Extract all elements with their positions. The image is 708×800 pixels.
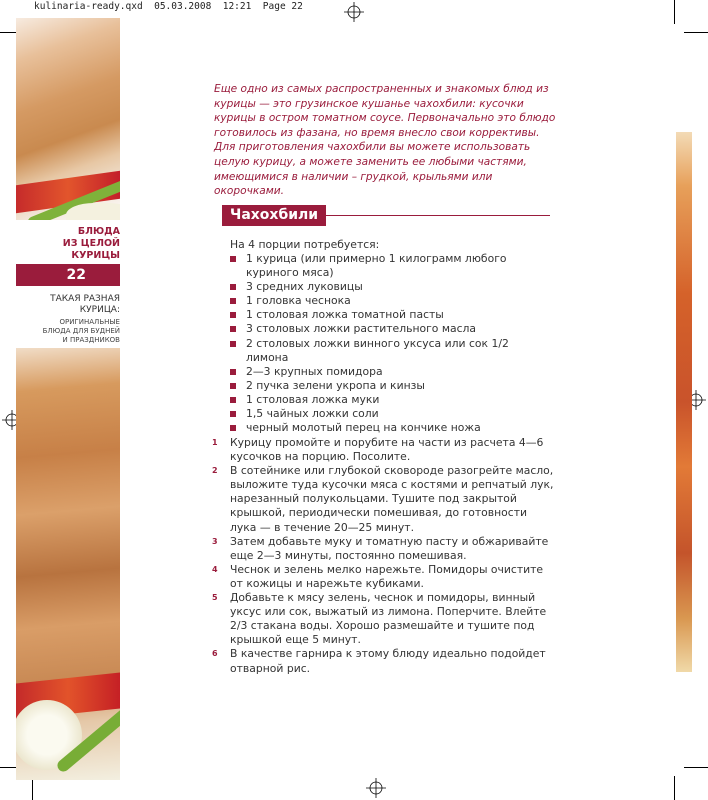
ingredient-item: 1 столовая ложка томатной пасты <box>230 308 552 322</box>
square-bullet-icon <box>230 284 236 290</box>
square-bullet-icon <box>230 326 236 332</box>
ingredient-item: 1,5 чайных ложки соли <box>230 407 552 421</box>
intro-paragraph: Для приготовления чахохбили вы можете использовать целую курицу, а можете заменить ее любыми частями, имеющимися в наличии – грудкой, крыльями или окорочками. <box>214 141 531 198</box>
crop-mark <box>684 32 708 33</box>
ingredient-item: 1 курица (или примерно 1 килограмм любого куриного мяса) <box>230 252 552 280</box>
intro-paragraph: Еще одно из самых распространенных и знакомых блюд из курицы — это грузинское кушанье чахохбили: кусочки курицы в остром томатном соусе. Первоначально это блюдо готовилось из фазана, но время внесло свои коррективы. <box>214 83 556 139</box>
recipe-title-rule <box>326 215 550 216</box>
book-title: ТАКАЯ РАЗНАЯ КУРИЦА: <box>50 294 120 315</box>
square-bullet-icon <box>230 369 236 375</box>
intro-text <box>214 82 556 199</box>
ingredient-list <box>230 252 552 435</box>
crop-mark <box>674 0 675 24</box>
print-slug: kulinaria-ready.qxd 05.03.2008 12:21 Page 22 <box>34 1 303 12</box>
method-step: 3 Затем добавьте муку и томатную пасту и обжаривайте еще 2—3 минуты, постоянно помешивая. <box>212 534 549 562</box>
page-number: 22 <box>66 267 86 283</box>
step-number: 1 <box>212 438 218 447</box>
roast-chicken-photo-bottom <box>16 348 120 780</box>
ingredient-item: 3 столовых ложки растительного масла <box>230 322 552 336</box>
crop-mark <box>684 767 708 768</box>
ingredient-item: 1 столовая ложка муки <box>230 393 552 407</box>
ingredient-item: черный молотый перец на кончике ножа <box>230 421 552 435</box>
step-number: 4 <box>212 564 218 574</box>
method-step: 6 В качестве гарнира к этому блюду идеально подойдет отварной рис. <box>212 647 546 675</box>
step-number: 5 <box>212 593 218 603</box>
crop-mark <box>674 776 675 800</box>
book-subtitle: ОРИГИНАЛЬНЫЕ БЛЮДА ДЛЯ БУДНЕЙ И ПРАЗДНИКОВ <box>42 318 120 344</box>
square-bullet-icon <box>230 411 236 417</box>
ingredient-item: 1 головка чеснока <box>230 294 552 308</box>
step-number: 3 <box>212 536 218 546</box>
page-number-bar <box>16 264 120 286</box>
square-bullet-icon <box>230 383 236 389</box>
square-bullet-icon <box>230 341 236 347</box>
step-number: 6 <box>212 649 218 659</box>
ingredient-item: 2 пучка зелени укропа и кинзы <box>230 379 552 393</box>
registration-mark-icon <box>366 778 386 798</box>
method-step: 2 В сотейнике или глубокой сковороде разогрейте масло, выложите туда кусочки мяса с костями и репчатый лук, нарезанный полукольцами. Тушите под закрытой крышкой, периодически помешивая, до готовности лука — в течение 20—25 минут. <box>212 464 554 534</box>
ingredient-item: 2 столовых ложки винного уксуса или сок 1/2 лимона <box>230 337 552 365</box>
square-bullet-icon <box>230 312 236 318</box>
method-step: 1 Курицу промойте и порубите на части из расчета 4—6 кусочков на порцию. Посолите. <box>212 436 544 464</box>
method-step: 5 Добавьте к мясу зелень, чеснок и помидоры, винный уксус или сок, выжатый из лимона. Поперчите. Влейте 2/3 стакана воды. Хорошо размешайте и тушите под крышкой еще 5 минут. <box>212 591 547 647</box>
square-bullet-icon <box>230 256 236 262</box>
step-number: 2 <box>212 466 218 476</box>
recipe-title: Чахохбили <box>222 205 326 226</box>
square-bullet-icon <box>230 425 236 431</box>
square-bullet-icon <box>230 298 236 304</box>
registration-mark-icon <box>344 2 364 22</box>
section-title: БЛЮДА ИЗ ЦЕЛОЙ КУРИЦЫ <box>62 226 120 261</box>
ingredient-item: 3 средних луковицы <box>230 280 552 294</box>
method-steps <box>212 436 554 676</box>
tomato-sauce-photo-strip <box>676 132 692 672</box>
portions-label: На 4 порции потребуется: <box>230 238 380 251</box>
square-bullet-icon <box>230 397 236 403</box>
roast-chicken-photo-top <box>16 18 120 220</box>
method-step: 4 Чеснок и зелень мелко нарежьте. Помидоры очистите от кожицы и нарежьте кубиками. <box>212 562 544 590</box>
ingredient-item: 2—3 крупных помидора <box>230 365 552 379</box>
